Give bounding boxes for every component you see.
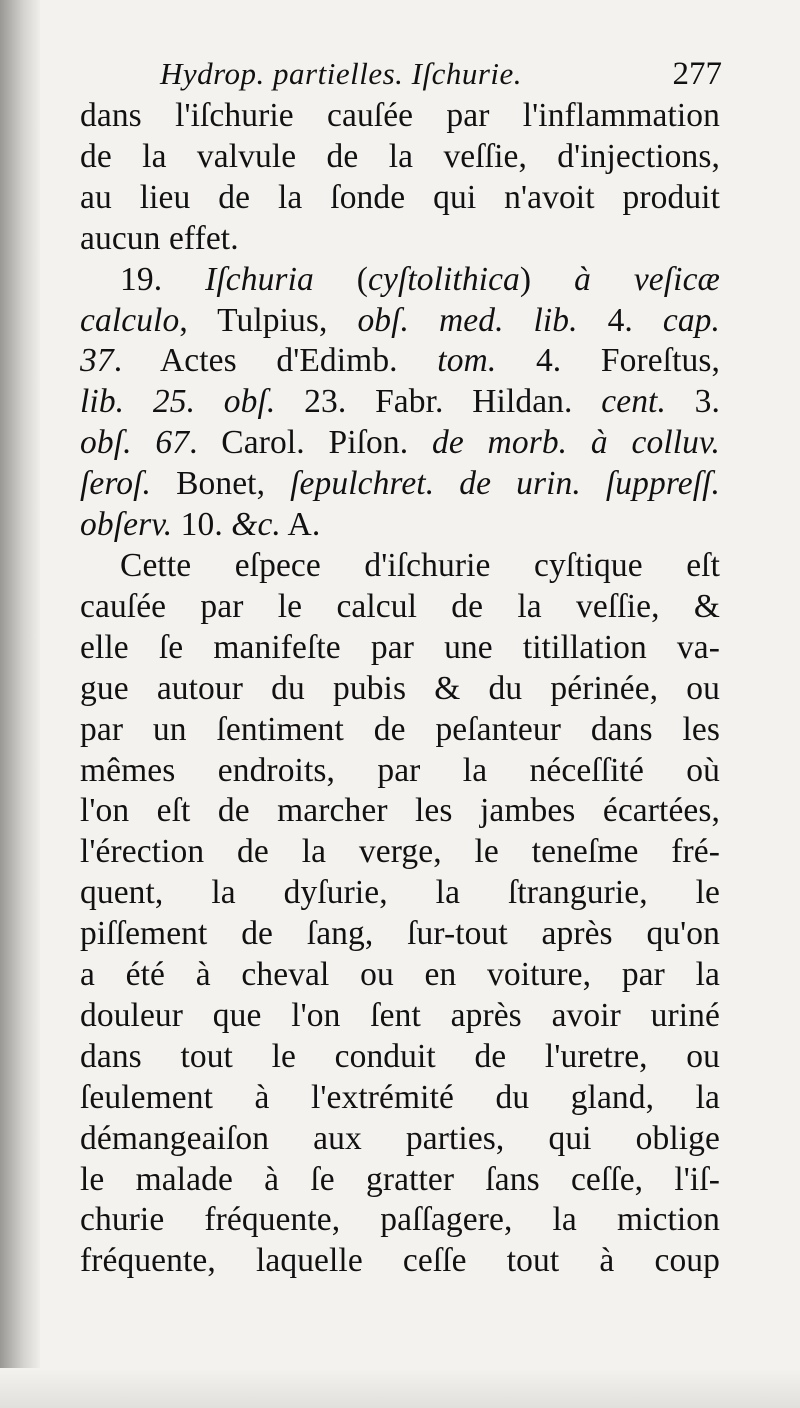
roman-text: piſſement de ſang, ſur-tout après qu'on [80, 915, 720, 953]
italic-text: de morb. à colluv. [431, 424, 720, 462]
italic-text: ſeroſ. [80, 465, 152, 503]
text-line [80, 219, 720, 260]
text-line [80, 628, 720, 669]
italic-text: obſerv. [80, 506, 173, 544]
text-line [80, 505, 720, 546]
text-line [80, 751, 720, 792]
text-line [80, 1160, 720, 1201]
text-line [80, 873, 720, 914]
text-line [80, 546, 720, 587]
roman-text: 4. Foreſtus, [496, 342, 720, 380]
roman-text: 19. [120, 260, 206, 298]
text-line [80, 423, 720, 464]
roman-text: dans l'iſchurie cauſée par l'inflammation [80, 97, 720, 134]
text-line [80, 464, 720, 505]
text-line [80, 587, 720, 628]
italic-text: obſ. med. lib. [357, 301, 578, 339]
italic-text: 37 [80, 342, 114, 380]
running-head-title: Hydrop. partielles. Iſchurie. [160, 56, 523, 91]
text-line [80, 301, 720, 342]
roman-text: cauſée par le calcul de la veſſie, & [80, 587, 720, 625]
roman-text: 10. [172, 506, 232, 544]
roman-text: dans tout le conduit de l'uretre, ou [80, 1037, 720, 1075]
text-line [80, 1241, 720, 1282]
roman-text: fréquente, laquelle ceſſe tout à coup [80, 1242, 720, 1280]
italic-text: lib. [80, 383, 125, 421]
text-line [80, 955, 720, 996]
roman-text: , Tulpius, [179, 301, 358, 339]
text-line [80, 178, 720, 219]
roman-text: de la valvule de la veſſie, d'injections, [80, 137, 720, 175]
roman-text: ſeulement à l'extrémité du gland, la [80, 1078, 720, 1116]
roman-text: au lieu de la ſonde qui n'avoit produit [80, 178, 720, 216]
italic-text: à veſicæ [574, 260, 721, 298]
text-line [80, 341, 720, 382]
text-line [80, 669, 720, 710]
text-line [80, 996, 720, 1037]
italic-text: ſepulchret. de urin. ſuppreſſ. [290, 465, 720, 503]
roman-text: 23. Fabr. Hildan. [275, 383, 602, 421]
body-text [80, 96, 720, 1282]
italic-text: &c. [231, 506, 281, 544]
roman-text: churie fréquente, paſſagere, la miction [80, 1201, 720, 1239]
binding-gutter [0, 0, 40, 1408]
text-line [80, 1119, 720, 1160]
roman-text: 3. [665, 383, 720, 421]
text-line [80, 832, 720, 873]
roman-text: ) [519, 260, 575, 298]
roman-text: mêmes endroits, par la néceſſité où [80, 751, 720, 789]
page-content [80, 50, 720, 1282]
italic-text: tom. [437, 342, 497, 380]
text-line [80, 382, 720, 423]
italic-text: cyſtolithica [368, 260, 520, 298]
roman-text: gue autour du pubis & du périnée, ou [80, 669, 720, 707]
roman-text: l'on eſt de marcher les jambes écartées, [80, 792, 720, 830]
roman-text: le malade à ſe gratter ſans ceſſe, l'iſ- [80, 1160, 720, 1198]
roman-text: par un ſentiment de peſanteur dans les [80, 710, 720, 748]
roman-text: a été à cheval ou en voiture, par la [80, 956, 720, 994]
roman-text: elle ſe manifeſte par une titillation va- [80, 628, 720, 666]
italic-text: cap. [662, 301, 721, 339]
roman-text: 4. [577, 301, 663, 339]
text-line [80, 96, 720, 137]
roman-text: A. [280, 506, 321, 544]
roman-text: . Actes d'Edimb. [113, 342, 438, 380]
roman-text [124, 383, 153, 420]
roman-text: Cette eſpece d'iſchurie cyſtique eſt [120, 546, 720, 584]
roman-text: démangeaiſon aux parties, qui oblige [80, 1119, 720, 1157]
roman-text: quent, la dyſurie, la ſtrangurie, le [80, 874, 720, 912]
text-line [80, 1200, 720, 1241]
roman-text: ( [313, 260, 368, 298]
italic-text: obſ. 67 [80, 424, 190, 462]
italic-text: 25. obſ. [152, 383, 276, 421]
text-line [80, 914, 720, 955]
page-number: 277 [672, 56, 722, 92]
roman-text: Bonet, [151, 465, 291, 503]
page-bottom-shade [0, 1368, 800, 1408]
text-line [80, 710, 720, 751]
roman-text: aucun effet. [80, 219, 239, 257]
text-line [80, 1037, 720, 1078]
text-line [80, 137, 720, 178]
text-line [80, 1078, 720, 1119]
text-line [80, 791, 720, 832]
italic-text: cent. [601, 383, 666, 421]
roman-text: l'érection de la verge, le teneſme fré- [80, 833, 720, 871]
text-line [80, 260, 720, 301]
roman-text: . Carol. Piſon. [189, 424, 432, 462]
italic-text: calculo [80, 301, 180, 339]
running-head [80, 50, 720, 96]
roman-text: douleur que l'on ſent après avoir uriné [80, 996, 720, 1034]
italic-text: Iſchuria [205, 260, 314, 298]
